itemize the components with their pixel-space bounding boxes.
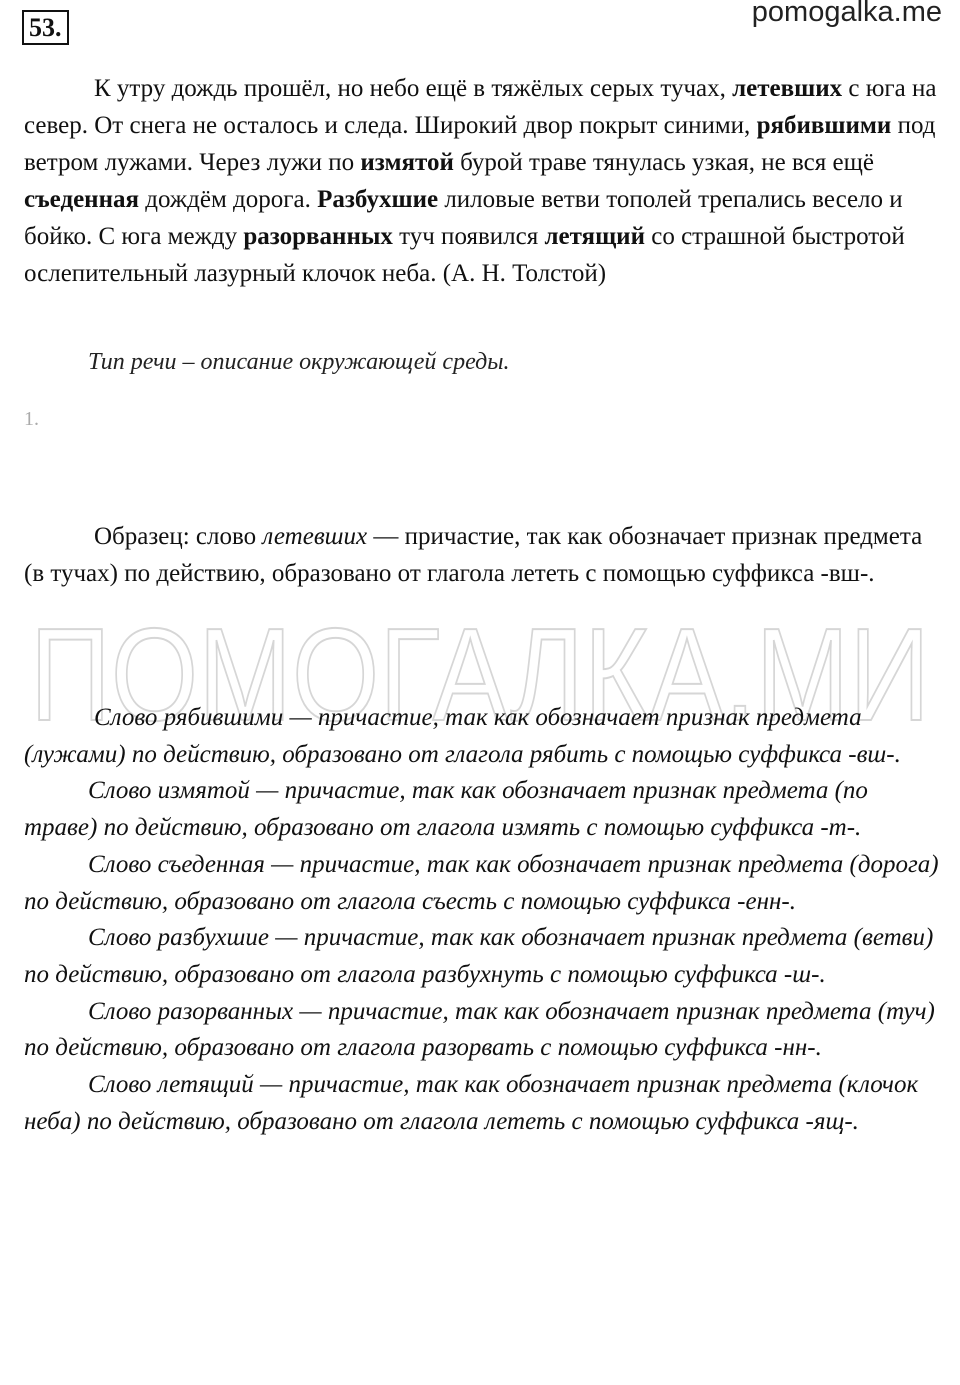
highlighted-word: летящий bbox=[544, 223, 645, 250]
list-marker: 1. bbox=[24, 408, 39, 430]
highlighted-word: Разбухшие bbox=[317, 186, 439, 213]
text-span: бурой траве тянулась узкая, не вся ещё bbox=[460, 149, 874, 176]
answers-list bbox=[24, 700, 942, 1140]
exercise-number: 53. bbox=[22, 10, 69, 45]
text-span: туч появился bbox=[399, 223, 539, 250]
text-span: — причастие, так как обозначает признак предмета (в тучах) по действию, образовано от глагола лететь с помощью суффикса -вш-. bbox=[24, 523, 923, 587]
text-span: лиловые ветви тополей трепались весело и бойко. С юга между bbox=[24, 186, 903, 250]
text-span: с юга на север. От снега не осталось и следа. Широкий двор покрыт синими, bbox=[24, 75, 937, 139]
answer-paragraph: Слово рябившими — причастие, так как обозначает признак предмета (лужами) по действию, образовано от глагола рябить с помощью суффикса -вш-. bbox=[24, 704, 901, 768]
sample-text bbox=[24, 518, 942, 592]
highlighted-word: разорванных bbox=[243, 223, 393, 250]
answer-paragraph: Слово разбухшие — причастие, так как обозначает признак предмета (ветви) по действию, образовано от глагола разбухнуть с помощью суффикса -ш-. bbox=[24, 924, 934, 988]
source-text bbox=[24, 70, 942, 292]
text-span: дождём дорога. bbox=[145, 186, 311, 213]
answer-paragraph: Слово летящий — причастие, так как обозначает признак предмета (клочок неба) по действию, образовано от глагола лететь с помощью суффикса -ящ-. bbox=[24, 1071, 919, 1135]
text-span: под ветром лужами. Через лужи по bbox=[24, 112, 936, 176]
text-span: со страшной быстротой ослепительный лазурный клочок неба. (А. Н. Толстой) bbox=[24, 223, 905, 287]
sample-word: летевших bbox=[262, 523, 368, 550]
source-paragraph bbox=[24, 70, 942, 292]
text-span: К утру дождь прошёл, но небо ещё в тяжёлых серых тучах, bbox=[94, 75, 726, 102]
answer-paragraph: Слово съеденная — причастие, так как обозначает признак предмета (дорога) по действию, образовано от глагола съесть с помощью суффикса -енн-. bbox=[24, 850, 939, 915]
answer-paragraph: Слово измятой — причастие, так как обозначает признак предмета (по траве) по действию, образовано от глагола измять с помощью суффикса -т-. bbox=[24, 777, 868, 842]
text-span: Образец: слово bbox=[94, 523, 257, 550]
highlighted-word: измятой bbox=[360, 149, 454, 176]
site-name[interactable]: pomogalka.me bbox=[751, 0, 942, 28]
watermark-text: ПОМОГАЛКА.МИ bbox=[30, 601, 930, 740]
highlighted-word: летевших bbox=[732, 75, 843, 102]
answer-paragraph: Слово разорванных — причастие, так как обозначает признак предмета (туч) по действию, образовано от глагола разорвать с помощью суффикса -нн-. bbox=[24, 997, 935, 1062]
sample-paragraph bbox=[24, 518, 942, 592]
highlighted-word: съеденная bbox=[24, 186, 140, 213]
highlighted-word: рябившими bbox=[756, 112, 892, 139]
speech-type: Тип речи – описание окружающей среды. bbox=[88, 349, 510, 375]
